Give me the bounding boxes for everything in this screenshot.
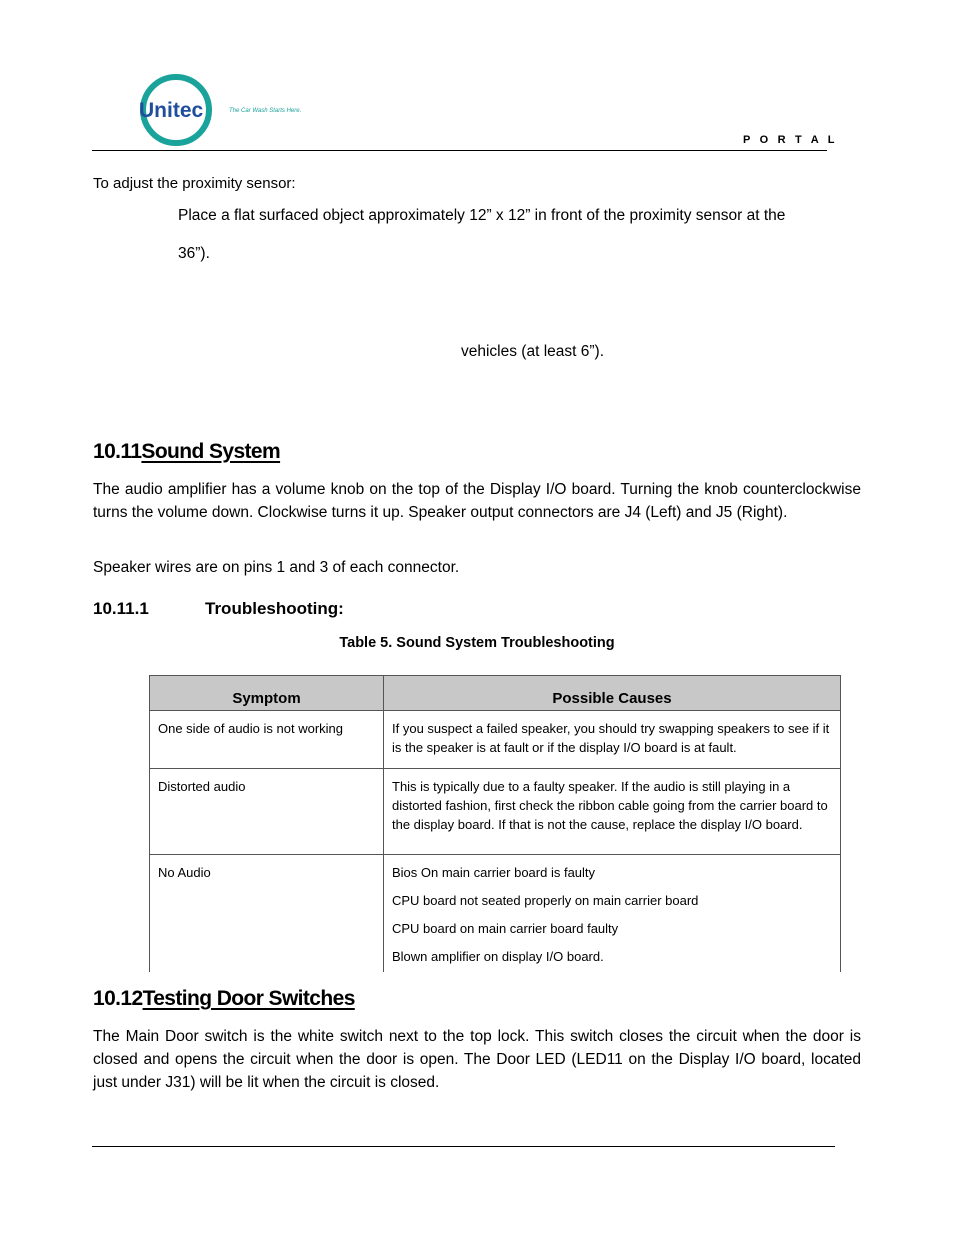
- intro-lead: To adjust the proximity sensor:: [93, 175, 296, 192]
- cause-text: CPU board on main carrier board faulty: [392, 921, 619, 936]
- causes-cell: [384, 769, 841, 855]
- section-heading-sound: [93, 440, 280, 464]
- table-caption: Table 5. Sound System Troubleshooting: [339, 635, 615, 651]
- symptom-cell: One side of audio is not working: [150, 711, 384, 769]
- symptom-cell: No Audio: [150, 855, 384, 973]
- sound-paragraph-2: Speaker wires are on pins 1 and 3 of each connector.: [93, 559, 460, 576]
- section-number: 10.11: [93, 440, 142, 463]
- symptom-cell: Distorted audio: [150, 769, 384, 855]
- section-title: Testing Door Switches: [142, 987, 355, 1010]
- subsection-number: 10.11.1: [93, 599, 149, 618]
- unitec-logo: [133, 72, 333, 152]
- cause-text: Blown amplifier on display I/O board.: [392, 949, 604, 964]
- header-divider: [92, 150, 827, 151]
- door-paragraph-1: The Main Door switch is the white switch next to the top lock. This switch closes the circuit when the door is closed and opens the circuit when the door is open. The Door LED (LED11 on the Display I/O board, located just under J31) will be lit when the circuit is closed.: [93, 1028, 861, 1091]
- cause-text: If you suspect a failed speaker, you should try swapping speakers to see if it is the speaker is at fault or if the display I/O board is at fault.: [392, 721, 830, 755]
- cause-text: This is typically due to a faulty speaker. If the audio is still playing in a distorted fashion, first check the ribbon cable going from the carrier board to the display board. If that is not the cause, replace the display I/O board.: [392, 779, 828, 832]
- cause-text: CPU board not seated properly on main carrier board: [392, 893, 699, 908]
- table-row: [150, 769, 841, 855]
- step-1-continuation: 36”).: [178, 245, 210, 262]
- sound-paragraph-1: The audio amplifier has a volume knob on the top of the Display I/O board. Turning the knob counterclockwise turns the volume down. Clockwise turns it up. Speaker output connectors are J4 (Left) and J5 (Right).: [93, 481, 861, 521]
- footer-divider: [92, 1146, 835, 1147]
- step-3-fragment: vehicles (at least 6”).: [461, 343, 604, 360]
- causes-cell: [384, 855, 841, 973]
- header-possible-causes: Possible Causes: [384, 676, 841, 711]
- table-header-row: [150, 676, 841, 711]
- cause-text: Bios On main carrier board is faulty: [392, 865, 596, 880]
- section-label: P O R T A L: [743, 134, 838, 146]
- subsection-title: Troubleshooting:: [205, 599, 344, 618]
- section-heading-door: [93, 987, 355, 1011]
- causes-cell: [384, 711, 841, 769]
- section-title: Sound System: [141, 440, 281, 463]
- logo-text: Unitec: [139, 99, 204, 122]
- table-row: [150, 855, 841, 973]
- section-number: 10.12: [93, 987, 143, 1010]
- header-symptom: Symptom: [150, 676, 384, 711]
- table-row: [150, 711, 841, 769]
- logo-tagline: The Car Wash Starts Here.: [229, 108, 302, 114]
- step-1-text: Place a flat surfaced object approximately 12” x 12” in front of the proximity sensor at the: [178, 207, 786, 224]
- troubleshooting-table: [149, 675, 841, 972]
